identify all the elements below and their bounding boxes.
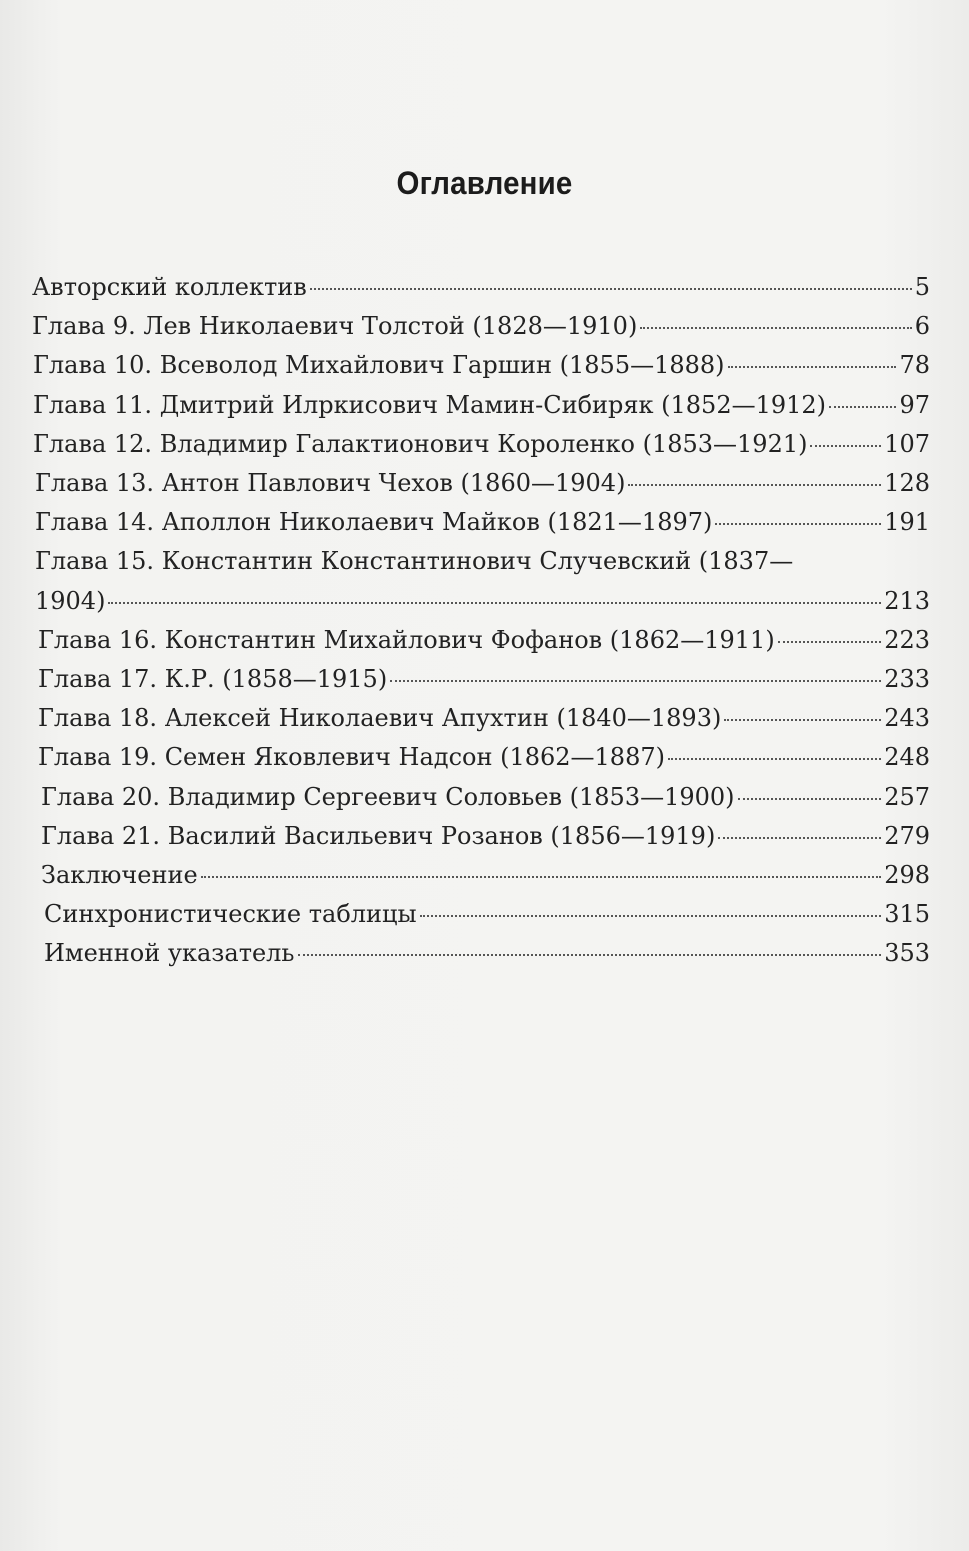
toc-leader-dots xyxy=(724,719,881,721)
toc-entry xyxy=(32,425,930,464)
toc-entry xyxy=(32,307,930,346)
toc-entry-label: Авторский коллектив xyxy=(32,273,307,301)
toc-entry-label: Глава 13. Антон Павлович Чехов (1860—1904) xyxy=(35,469,626,498)
toc-entry-label: Глава 12. Владимир Галактионович Короленко (1853—1921) xyxy=(33,429,808,458)
toc-leader-dots xyxy=(201,876,882,878)
toc-leader-dots xyxy=(310,288,912,290)
toc-leader-dots xyxy=(108,602,881,604)
toc-entry-page: 107 xyxy=(884,429,930,458)
toc-entry-label: Глава 14. Аполлон Николаевич Майков (1821—1897) xyxy=(35,508,713,537)
toc-entry-label: Глава 19. Семен Яковлевич Надсон (1862—1887) xyxy=(38,743,665,772)
toc-entry-page: 257 xyxy=(884,782,930,811)
toc-entry-page: 248 xyxy=(884,743,930,772)
toc-leader-dots xyxy=(420,915,882,917)
toc-entry-page: 298 xyxy=(884,861,930,890)
toc-entry-label: Синхронистические таблицы xyxy=(44,900,417,929)
toc-entry-label: Глава 16. Константин Михайлович Фофанов (1862—1911) xyxy=(38,625,775,654)
toc-entry-line-2 xyxy=(32,582,930,621)
toc-entry-label: Глава 21. Василий Васильевич Розанов (1856—1919) xyxy=(41,821,716,850)
toc-leader-dots xyxy=(829,406,896,408)
toc-leader-dots xyxy=(738,798,882,800)
toc-leader-dots xyxy=(778,641,882,643)
toc-entry-label: Глава 9. Лев Николаевич Толстой (1828—1910) xyxy=(32,312,638,341)
toc-entry-page: 233 xyxy=(884,665,930,694)
toc-entry-page: 5 xyxy=(914,273,930,301)
toc-entry xyxy=(32,738,930,777)
toc-leader-dots xyxy=(718,837,881,839)
toc-leader-dots xyxy=(810,445,881,447)
toc-entry-label-continued: 1904) xyxy=(35,586,106,615)
toc-entry-page: 191 xyxy=(884,508,930,537)
toc-entry-label: Глава 11. Дмитрий Илркисович Мамин-Сибиряк (1852—1912) xyxy=(33,390,827,419)
toc-entry-page: 213 xyxy=(884,586,930,615)
toc-entry-label: Глава 10. Всеволод Михайлович Гаршин (1855—1888) xyxy=(33,351,725,380)
toc-leader-dots xyxy=(298,954,882,956)
toc-entry xyxy=(32,778,930,817)
toc-entry xyxy=(32,346,930,385)
toc-entry-page: 6 xyxy=(914,312,930,341)
toc-entry xyxy=(32,268,930,307)
toc-entry xyxy=(32,386,930,425)
toc-entry-label: Глава 15. Константин Константинович Случевский (1837— xyxy=(35,547,794,576)
toc-leader-dots xyxy=(390,680,881,682)
toc-leader-dots xyxy=(715,523,881,525)
toc-leader-dots xyxy=(640,327,911,329)
toc-entry-line-1 xyxy=(32,542,930,581)
toc-entry xyxy=(32,503,930,542)
toc-entry-page: 128 xyxy=(884,469,930,498)
toc-entry-label: Глава 17. К.Р. (1858—1915) xyxy=(38,665,388,694)
toc-leader-dots xyxy=(668,758,881,760)
toc-entry-page: 97 xyxy=(899,390,930,419)
toc-entry xyxy=(32,817,930,856)
toc-entry-page: 223 xyxy=(884,625,930,654)
toc-entry-label: Глава 18. Алексей Николаевич Апухтин (1840—1893) xyxy=(38,704,722,733)
toc-entry xyxy=(32,934,930,973)
toc-entry-label: Именной указатель xyxy=(44,939,295,968)
page-title: Оглавление xyxy=(396,165,573,201)
toc-leader-dots xyxy=(728,366,897,368)
toc-entry xyxy=(32,895,930,934)
toc-entry xyxy=(32,464,930,503)
table-of-contents xyxy=(32,268,930,974)
toc-entry-page: 279 xyxy=(884,821,930,850)
toc-entry xyxy=(32,699,930,738)
toc-entry xyxy=(32,856,930,895)
toc-entry-page: 78 xyxy=(899,351,930,380)
toc-entry-label: Глава 20. Владимир Сергеевич Соловьев (1853—1900) xyxy=(41,782,735,811)
toc-entry xyxy=(32,621,930,660)
toc-entry-page: 353 xyxy=(884,939,930,968)
toc-entry-page: 315 xyxy=(884,900,930,929)
toc-entry-page: 243 xyxy=(884,704,930,733)
toc-entry-label: Заключение xyxy=(41,861,198,890)
toc-leader-dots xyxy=(628,484,881,486)
toc-entry xyxy=(32,660,930,699)
